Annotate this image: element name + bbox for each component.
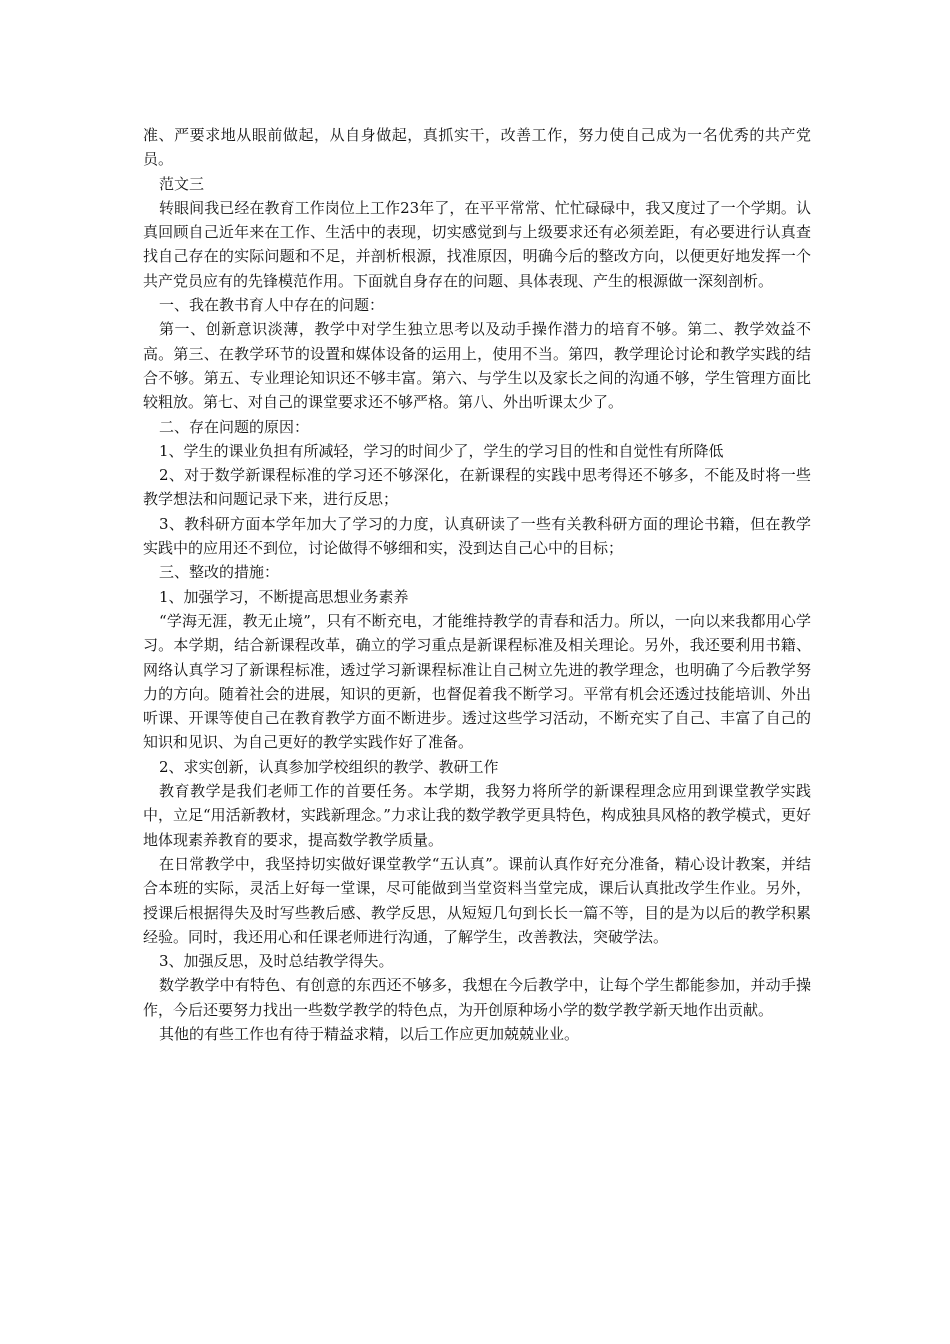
heading-measures: 三、整改的措施：: [159, 563, 280, 582]
cause-item-2: 2、对于数学新课程标准的学习还不够深化，在新课程的实践中思考得还不够多，不能及时将一些教学想法和问题记录下来，进行反思；: [143, 466, 811, 509]
paragraph-intro: 转眼间我已经在教育工作岗位上工作23年了，在平平常常、忙忙碌碌中，我又度过了一个学期。认真回顾自己近年来在工作、生活中的表现，切实感觉到与上级要求还有必须差距，有必要进行认真查找自己存在的实际问题和不足，并剖析根源，找准原因，明确今后的整改方向，以便更好地发挥一个共产党员应有的先锋模范作用。下面就自身存在的问题、具体表现、产生的根源做一深刻剖析。: [143, 198, 811, 290]
measure-paragraph-2b: 在日常教学中，我坚持切实做好课堂教学“五认真”。课前认真作好充分准备，精心设计教案，并结合本班的实际，灵活上好每一堂课，尽可能做到当堂资料当堂完成，课后认真批改学生作业。另外，授课后根据得失及时写些教后感、教学反思，从短短几句到长长一篇不等，目的是为以后的教学积累经验。同时，我还用心和任课老师进行沟通，了解学生，改善教法，突破学法。: [143, 854, 811, 946]
document-body: [143, 123, 811, 1046]
paragraph-problems-list: 第一、创新意识淡薄，教学中对学生独立思考以及动手操作潜力的培育不够。第二、教学效益不高。第三、在教学环节的设置和媒体设备的运用上，使用不当。第四，教学理论讨论和教学实践的结合不够。第五、专业理论知识还不够丰富。第六、与学生以及家长之间的沟通不够，学生管理方面比较粗放。第七、对自己的课堂要求还不够严格。第八、外出听课太少了。: [143, 320, 811, 412]
measure-paragraph-3: 数学教学中有特色、有创意的东西还不够多，我想在今后教学中，让每个学生都能参加，并动手操作，今后还要努力找出一些数学教学的特色点，为开创原种场小学的数学教学新天地作出贡献。: [143, 976, 811, 1019]
cause-item-1: 1、学生的课业负担有所减轻，学习的时间少了，学生的学习目的性和自觉性有所降低: [159, 441, 724, 460]
measure-paragraph-2a: 教育教学是我们老师工作的首要任务。本学期，我努力将所学的新课程理念应用到课堂教学实践中，立足“用活新教材，实践新理念。”力求让我的数学教学更具特色，构成独具风格的教学模式，更好地体现素养教育的要求，提高数学教学质量。: [143, 782, 811, 849]
cause-item-3: 3、教科研方面本学年加大了学习的力度，认真研读了一些有关教科研方面的理论书籍，但在教学实践中的应用还不到位，讨论做得不够细和实，没到达自己心中的目标；: [143, 514, 811, 558]
measure-paragraph-1: “学海无涯，教无止境”，只有不断充电，才能维持教学的青春和活力。所以，一向以来我都用心学习。本学期，结合新课程改革，确立的学习重点是新课程标准及相关理论。另外，我还要利用书籍、网络认真学习了新课程标准，透过学习新课程标准让自己树立先进的教学理念，也明确了今后教学努力的方向。随着社会的进展，知识的更新，也督促着我不断学习。平常有机会还透过技能培训、外出听课、开课等使自己在教育教学方面不断进步。透过这些学习活动，不断充实了自己、丰富了自己的知识和见识、为自己更好的教学实践作好了准备。: [143, 611, 811, 752]
measure-heading-1: 1、加强学习，不断提高思想业务素养: [159, 587, 409, 606]
measure-heading-3: 3、加强反思，及时总结教学得失。: [159, 952, 394, 971]
paragraph-continuation: 准、严要求地从眼前做起，从自身做起，真抓实干，改善工作，努力使自己成为一名优秀的共产党员。: [143, 126, 811, 169]
heading-problems: 一、我在教书育人中存在的问题：: [159, 296, 385, 315]
closing-paragraph: 其他的有些工作也有待于精益求精，以后工作应更加兢兢业业。: [159, 1024, 580, 1043]
section-heading-sample-three: 范文三: [159, 174, 205, 193]
measure-heading-2: 2、求实创新，认真参加学校组织的教学、教研工作: [159, 757, 499, 776]
heading-causes: 二、存在问题的原因：: [159, 417, 310, 436]
